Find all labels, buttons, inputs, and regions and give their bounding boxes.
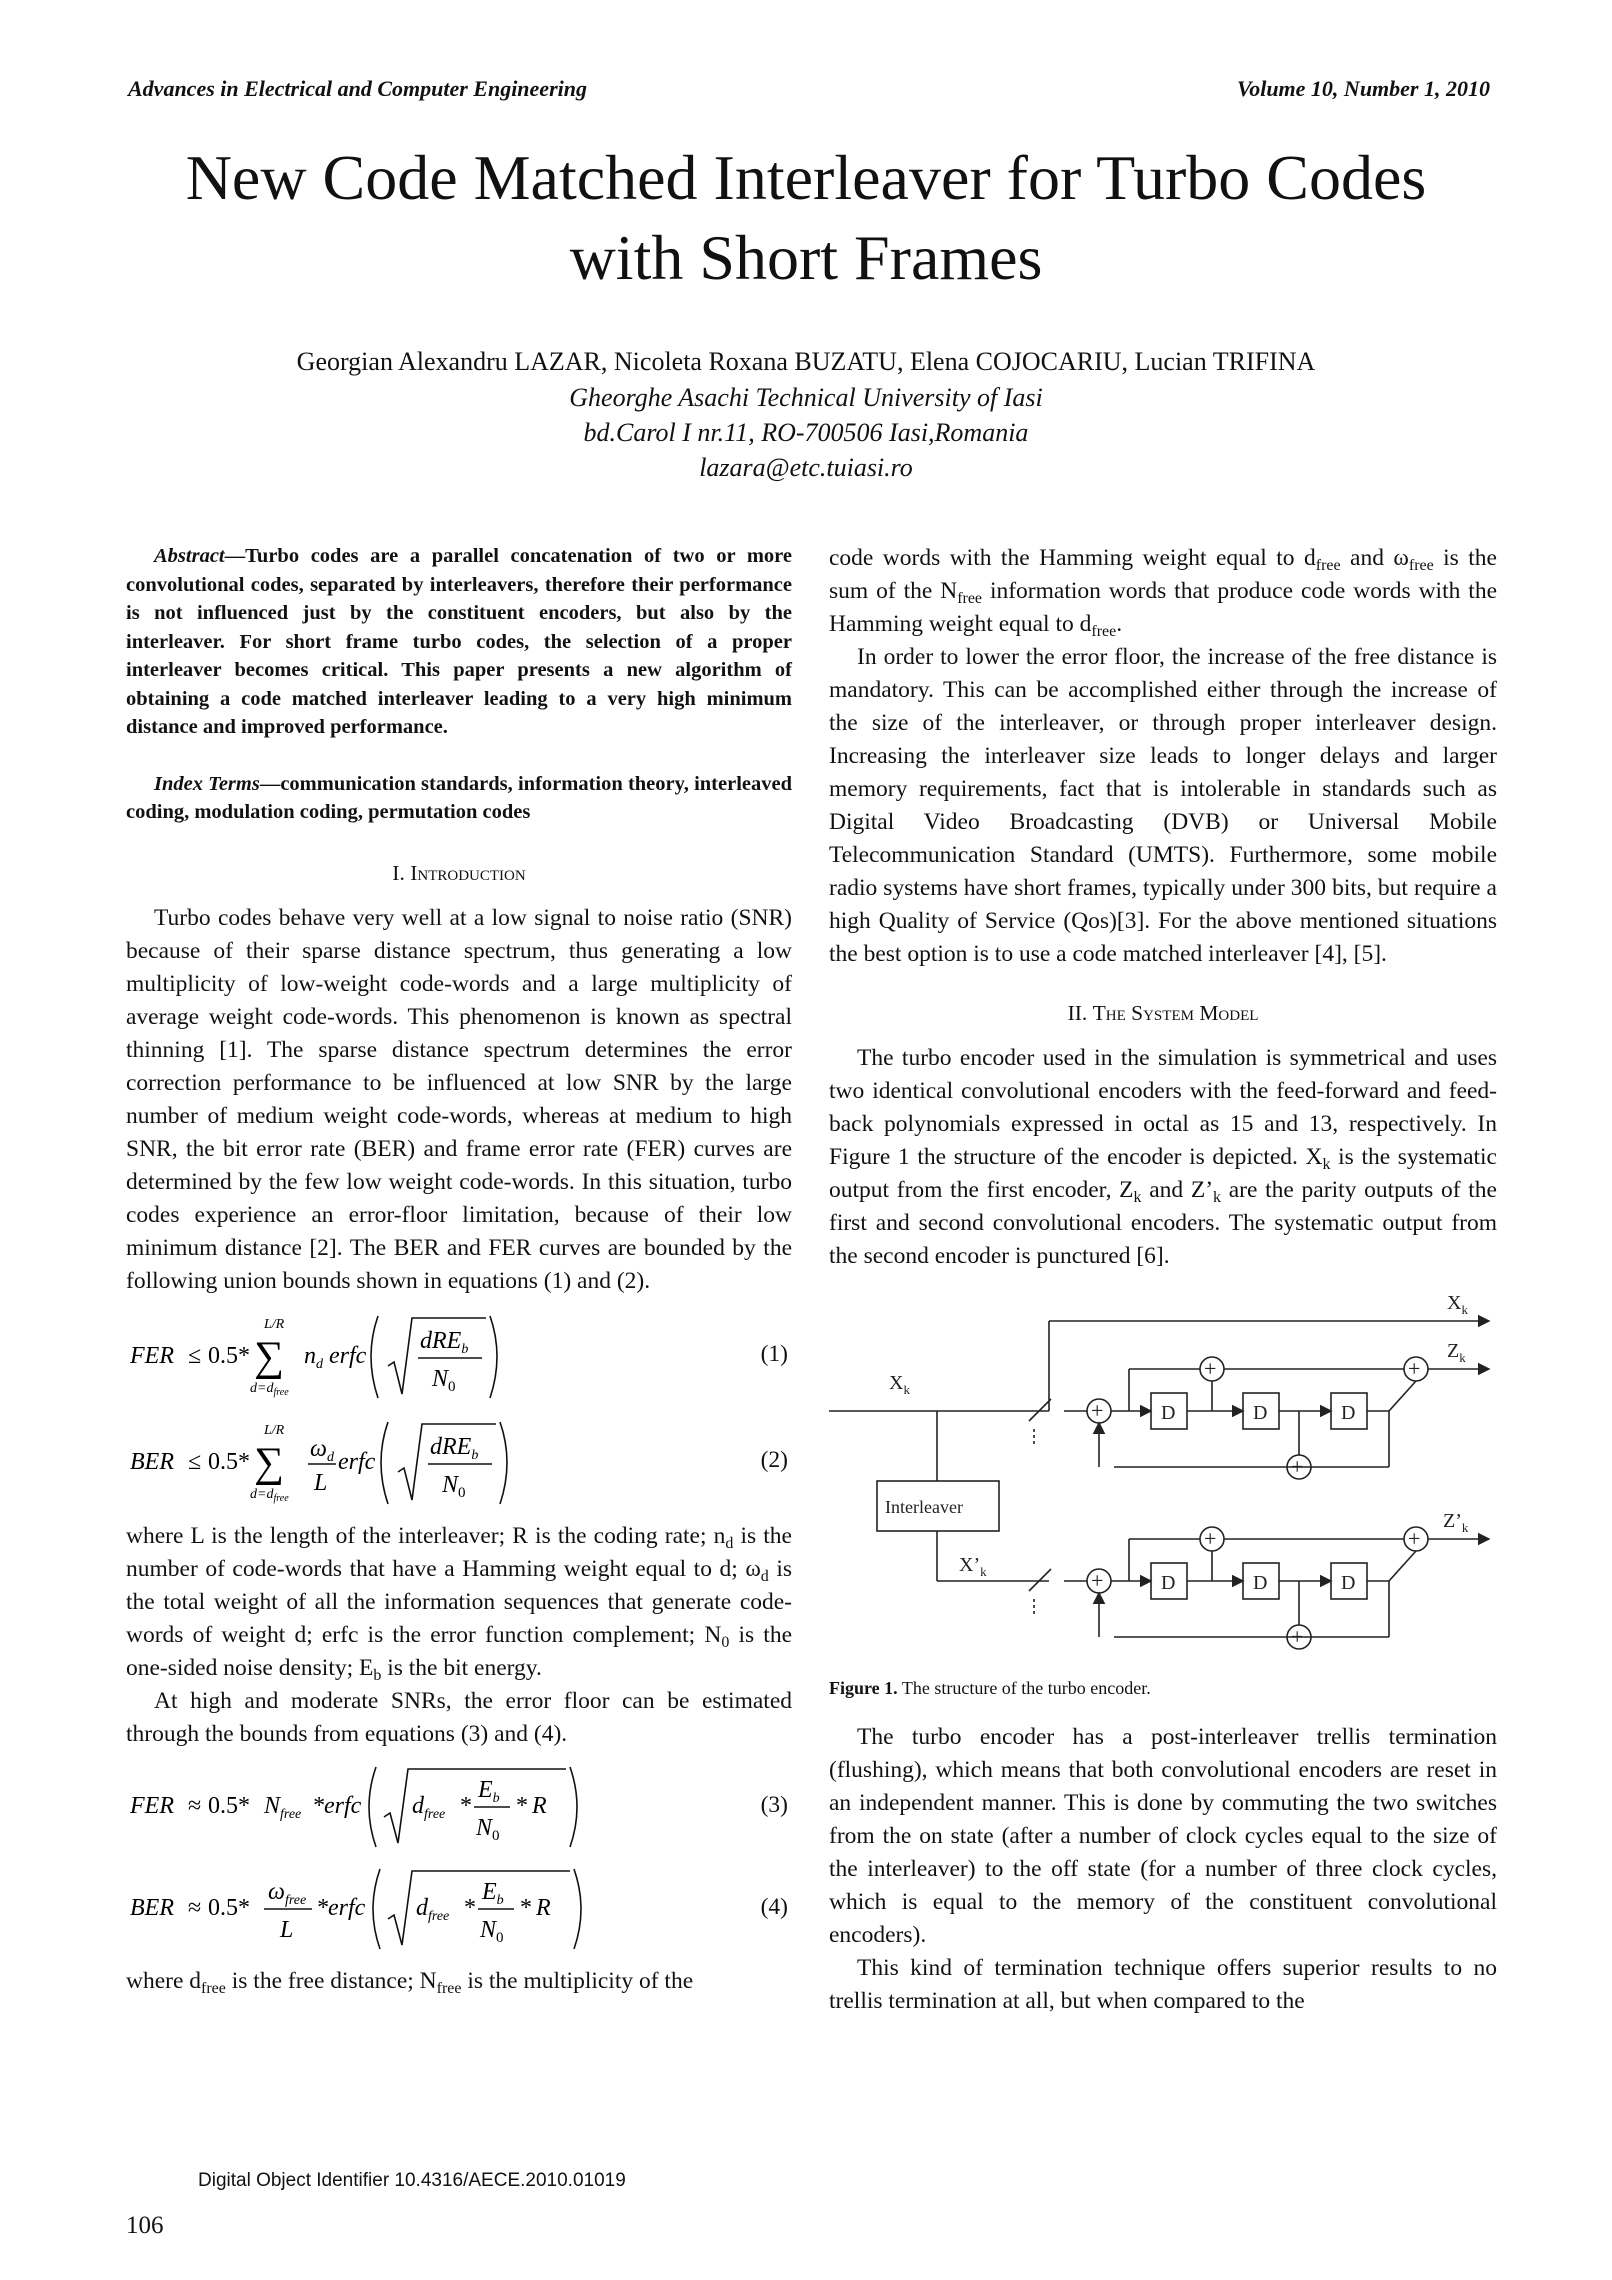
eq-numerator: dRE$_b$ <box>430 1433 479 1463</box>
eq-paren-right <box>570 1767 577 1847</box>
affiliation-address: bd.Carol I nr.11, RO-700506 Iasi,Romania <box>583 418 1029 447</box>
index-terms-lead: Index Terms <box>154 772 260 795</box>
eq-omega-free: $\omega_{free}$ <box>268 1878 307 1908</box>
equation-number-3: (3) <box>760 1791 788 1818</box>
eq-sum-sign: ∑ <box>254 1439 284 1486</box>
eq-R: R <box>532 1792 547 1819</box>
eq-sum-sign: ∑ <box>254 1333 284 1380</box>
label-xk-input: $X_k$ <box>889 1372 910 1397</box>
system-paragraph-3: This kind of termination technique offers superior results to no trellis termination at all, but when compared to the <box>829 1955 1497 2014</box>
eq-fer: FER <box>130 1792 174 1819</box>
eq-half: 0.5* <box>208 1792 250 1819</box>
eq-paren-right <box>574 1869 581 1949</box>
label-zk-output: $Z_k$ <box>1447 1340 1466 1365</box>
adder-symbol: + <box>1204 1526 1217 1551</box>
eq-nd: $n_d$ <box>304 1342 323 1372</box>
index-terms-text: —communication standards, information theory, interleaved coding, modulation coding, permutation codes <box>126 772 792 823</box>
eq-fer: FER <box>130 1342 174 1369</box>
page-number: 106 <box>126 2212 164 2239</box>
label-interleaver: Interleaver <box>885 1497 963 1517</box>
eq-paren-right <box>490 1316 497 1398</box>
eq-half: 0.5* <box>208 1894 250 1921</box>
eq-paren-right <box>500 1422 507 1504</box>
eq-L: L <box>280 1916 294 1943</box>
system-paragraph-1: The turbo encoder used in the simulation is symmetrical and uses two identical convolutional encoders with the feed-forward and feed-back polynomials expressed in octal as 15 and 13, respectively. In Figure 1 the structure of the encoder is depicted. $X_k$ is the systematic output from the first encoder, $Z_k$ and $Z’_k$ are the parity outputs of the first and second convolutional encoders. The systematic output from the second encoder is punctured [6]. <box>829 1045 1497 1269</box>
eq-L: L <box>314 1469 328 1496</box>
adder-symbol: + <box>1408 1526 1421 1551</box>
label-xpk: $X’_k$ <box>959 1554 987 1579</box>
label-zpk-output: $Z’_k$ <box>1443 1510 1469 1535</box>
adder-symbol: + <box>1091 1398 1104 1423</box>
eq-n0: $N_0$ <box>480 1916 504 1946</box>
equation-3 <box>126 1761 792 1853</box>
equation-2-graphic <box>126 1414 792 1510</box>
figure-1-turbo-encoder <box>829 1281 1497 1666</box>
equation-1 <box>126 1308 792 1404</box>
paper-title <box>0 138 1612 298</box>
equation-2 <box>126 1414 792 1510</box>
title-line-2: with Short Frames <box>569 222 1043 293</box>
adder-symbol: + <box>1091 1568 1104 1593</box>
eq-le: ≤ <box>188 1448 202 1475</box>
eq-omega-d: $\omega_d$ <box>310 1435 334 1465</box>
section-number: I. <box>392 860 411 885</box>
right-column <box>829 542 1497 2018</box>
eq-sum-lower: $d=d_{free}$ <box>250 1486 289 1504</box>
eq-R: R <box>536 1894 551 1921</box>
turbo-encoder-diagram <box>829 1281 1497 1666</box>
eq-sum-upper: L/R <box>264 1316 285 1332</box>
intro-paragraph-2: where L is the length of the interleaver; R is the coding rate; $n_d$ is the number of code-words that have a Hamming weight equal to d; $\omega_d$ is the total weight of all the information sequences that generate code-words of weight d; erfc is the error function complement; $N_0$ is the one-sided noise density; $E_b$ is the bit energy. <box>126 1522 793 1684</box>
intro-paragraph-4: where $d_{free}$ is the free distance; $N_{free}$ is the multiplicity of the <box>126 1967 694 1997</box>
intro-paragraph-3: At high and moderate SNRs, the error floor can be estimated through the bounds from equations (3) and (4). <box>126 1687 792 1747</box>
abstract <box>126 542 792 742</box>
abstract-text: —Turbo codes are a parallel concatenation of two or more convolutional codes, separated by interleavers, therefore their performance is not influenced just by the constituent encoders, but also by the interleaver. For short frame turbo codes, the selection of a proper interleaver becomes critical. This paper presents a new algorithm of obtaining a code matched interleaver leading to a very high minimum distance and improved performance. <box>126 545 792 738</box>
running-header-journal: Advances in Electrical and Computer Engineering <box>128 76 587 101</box>
eq-half: 0.5* <box>208 1448 250 1475</box>
eq-paren-left <box>371 1316 378 1398</box>
doi-footer: Digital Object Identifier 10.4316/AECE.2010.01019 <box>198 2170 626 2191</box>
eq-star-erfc: *erfc <box>316 1894 366 1921</box>
eq-eb: $E_b$ <box>482 1878 504 1908</box>
label-xk-output: $X_k$ <box>1447 1292 1468 1317</box>
adder-symbol: + <box>1291 1624 1304 1649</box>
label-delay: D <box>1341 1402 1356 1424</box>
affiliation-university: Gheorghe Asachi Technical University of Iasi <box>569 383 1043 412</box>
eq-erfc: erfc <box>338 1448 376 1475</box>
eq-approx: ≈ <box>188 1792 202 1819</box>
eq-denominator: $N_0$ <box>432 1365 456 1395</box>
adder-symbol: + <box>1204 1356 1217 1381</box>
eq-dfree: $d_{free}$ <box>416 1894 450 1924</box>
eq-sum-lower: $d=d_{free}$ <box>250 1380 289 1398</box>
label-delay: D <box>1253 1402 1268 1424</box>
eq-half: 0.5* <box>208 1342 250 1369</box>
eq-numerator: dRE$_b$ <box>420 1327 469 1357</box>
eq-star: * <box>464 1894 476 1921</box>
left-column <box>126 542 792 1998</box>
abstract-lead: Abstract <box>154 545 225 567</box>
right-paragraph-0: code words with the Hamming weight equal to $d_{free}$ and $\omega_{free}$ is the sum of the $N_{free}$ information words that produce code words with the Hamming weight equal to $d_{free}$. <box>829 545 1497 640</box>
eq-denominator: $N_0$ <box>442 1471 466 1501</box>
section-number: II. <box>1067 1001 1093 1025</box>
section-heading-system-model <box>829 997 1497 1030</box>
eq-approx: ≈ <box>188 1894 202 1921</box>
eq-eb: $E_b$ <box>478 1776 500 1806</box>
eq-paren-left <box>381 1422 388 1504</box>
eq-paren-left <box>373 1869 380 1949</box>
eq-star-erfc: *erfc <box>312 1792 362 1819</box>
index-terms <box>126 770 792 827</box>
equation-number-4: (4) <box>760 1893 788 1920</box>
intro-paragraph-1: Turbo codes behave very well at a low signal to noise ratio (SNR) because of their sparse distance spectrum, thus generating a low multiplicity of low-weight code-words and a large multiplicity of average weight code-words. This phenomenon is known as spectral thinning [1]. The sparse distance spectrum determines the error correction performance to be influenced at low SNR by the large number of medium weight code-words, whereas at medium to high SNR, the bit error rate (BER) and frame error rate (FER) curves are determined by the few low weight code-words. In this situation, turbo codes experience an error-floor limitation, because of their low minimum distance [2]. The BER and FER curves are bounded by the following union bounds shown in equations (1) and (2). <box>126 904 792 1294</box>
equation-3-graphic <box>126 1761 792 1853</box>
affiliation-email: lazara@etc.tuiasi.ro <box>699 453 913 482</box>
eq-star-2: * <box>516 1792 528 1819</box>
eq-erfc: erfc <box>329 1342 367 1369</box>
adder-symbol: + <box>1291 1454 1304 1479</box>
section-title: The System Model <box>1092 1001 1259 1025</box>
equation-number-1: (1) <box>760 1340 788 1367</box>
eq-ber: BER <box>130 1448 174 1475</box>
author-list: Georgian Alexandru LAZAR, Nicoleta Roxana BUZATU, Elena COJOCARIU, Lucian TRIFINA <box>296 347 1316 376</box>
running-header-volume: Volume 10, Number 1, 2010 <box>1236 76 1490 101</box>
eq-star-2: * <box>520 1894 532 1921</box>
label-delay: D <box>1341 1572 1356 1594</box>
system-paragraph-2: The turbo encoder has a post-interleaver trellis termination (flushing), which means that both convolutional encoders are reset in an independent manner. This is done by commuting the two switches from the on state (after a number of clock cycles equal to the size of the interleaver) to the off state (for a number of three clock cycles, which is equal to the memory of the constituent convolutional encoders). <box>829 1724 1497 1948</box>
section-title: Introduction <box>410 860 526 885</box>
eq-nfree: $N_{free}$ <box>264 1792 302 1822</box>
eq-paren-left <box>369 1767 376 1847</box>
label-delay: D <box>1253 1572 1268 1594</box>
eq-le: ≤ <box>188 1342 202 1369</box>
eq-star: * <box>460 1792 472 1819</box>
equation-4 <box>126 1863 792 1955</box>
label-delay: D <box>1161 1402 1176 1424</box>
equation-1-graphic <box>126 1308 792 1404</box>
label-delay: D <box>1161 1572 1176 1594</box>
equation-number-2: (2) <box>760 1446 788 1473</box>
figure-1-caption: Figure 1. The structure of the turbo encoder. <box>829 1678 1151 1698</box>
eq-n0: $N_0$ <box>476 1814 500 1844</box>
eq-sum-upper: L/R <box>264 1422 285 1438</box>
eq-ber: BER <box>130 1894 174 1921</box>
section-heading-introduction <box>126 857 792 890</box>
equation-4-graphic <box>126 1863 792 1955</box>
title-line-1: New Code Matched Interleaver for Turbo Codes <box>185 142 1427 213</box>
right-paragraph-1: In order to lower the error floor, the increase of the free distance is mandatory. This can be accomplished either through the increase of the size of the interleaver, or through proper interleaver design. Increasing the interleaver size leads to longer delays and larger memory requirements, fact that is intolerable in standards such as Digital Video Broadcasting (DVB) or Universal Mobile Telecommunication Standard (UMTS). Furthermore, some mobile radio systems have short frames, typically under 300 bits, but require a high Quality of Service (Qos)[3]. For the above mentioned situations the best option is to use a code matched interleaver [4], [5]. <box>829 644 1497 967</box>
eq-dfree: $d_{free}$ <box>412 1792 446 1822</box>
adder-symbol: + <box>1408 1356 1421 1381</box>
